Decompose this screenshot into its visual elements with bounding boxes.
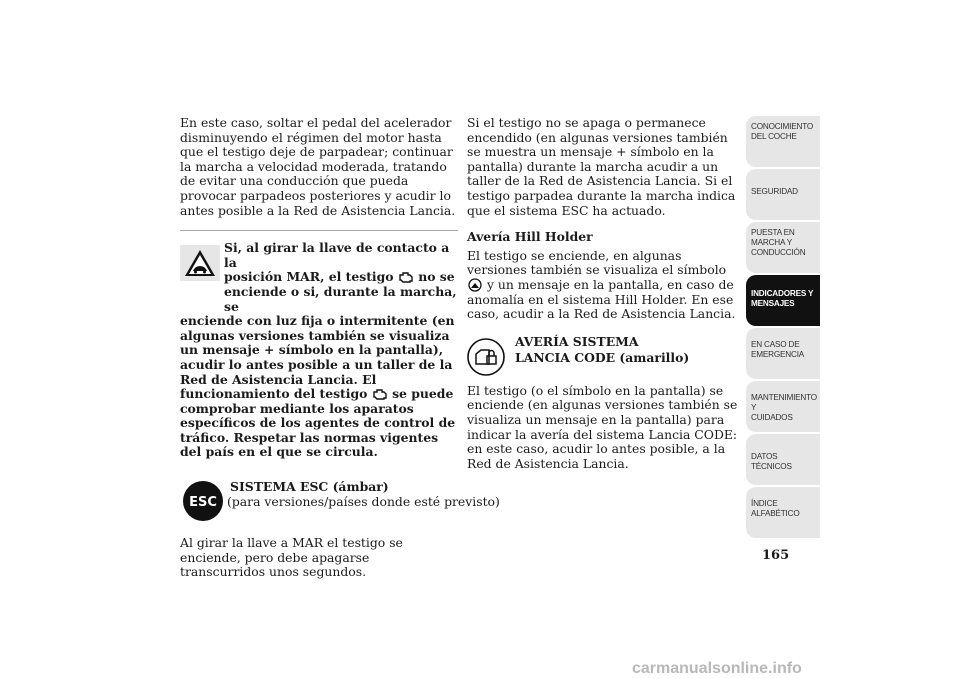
tab-mantenimiento[interactable] (746, 381, 820, 432)
tab-label: INDICADORES Y (751, 289, 814, 298)
paragraph-intro: En este caso, soltar el pedal del acelerador disminuyendo el régimen del motor hasta que el testigo deje de parpadear; continuar la marcha a velocidad moderada, tratando de evitar una conducción que pueda provocar parpadeos posteriores y acudir lo antes posible a la Red de Asistencia Lancia. (180, 115, 456, 218)
right-column (467, 116, 739, 471)
lancia-code-title (515, 334, 689, 366)
hill-holder-icon (467, 278, 483, 292)
chapter-tabs (746, 116, 820, 540)
lancia-code-section (467, 334, 739, 378)
warning-line-3: enciende o si, durante la marcha, se (224, 283, 457, 314)
warning-line-2 (180, 270, 458, 285)
hill-holder-text (467, 249, 739, 322)
paragraph-lancia-code: El testigo (o el símbolo en la pantalla) se enciende (en algunas versiones también se visualiza un mensaje en la pantalla) para indicar la avería del sistema Lancia CODE: en este caso, acudir lo antes posible, a la Red de Asistencia Lancia. (467, 382, 738, 471)
tab-label: SEGURIDAD (751, 187, 798, 196)
tab-indicadores[interactable] (746, 275, 820, 326)
warning-line-2a: posición MAR, el testigo (224, 269, 394, 285)
tab-label: MENSAJES (751, 299, 795, 308)
paragraph-esc-continued: Si el testigo no se apaga o permanece encendido (en algunas versiones también se muestra un mensaje + símbolo en la pantalla) durante la marcha acudir a un taller de la Red de Asistencia Lancia. Si el testigo parpadea durante la marcha indica que el sistema ESC ha actuado. (467, 115, 736, 218)
tab-label: EMERGENCIA (751, 350, 805, 359)
warning-rest (180, 314, 458, 460)
esc-title: SISTEMA ESC (ámbar) (230, 479, 389, 495)
tab-datos-tecnicos[interactable] (746, 434, 820, 485)
hill-holder-text-b: y un mensaje en la pantalla, en caso de anomalía en el sistema Hill Holder. En ese caso, acudir a la Red de Asistencia Lancia. (467, 276, 736, 322)
tab-label: MANTENIMIENTO Y (751, 393, 817, 412)
watermark: carmanualsonline.info (632, 660, 802, 677)
tab-label: PUESTA EN (751, 228, 795, 237)
tab-label: DATOS TÉCNICOS (751, 452, 792, 471)
warning-line-2b: no se (418, 269, 455, 285)
esc-subtitle: (para versiones/países donde esté previsto) (227, 494, 500, 510)
lancia-code-icon (467, 338, 505, 376)
lancia-code-title-2: LANCIA CODE (amarillo) (515, 349, 690, 365)
esc-icon (182, 480, 224, 522)
tab-label: ALFABÉTICO (751, 509, 800, 518)
tab-seguridad[interactable] (746, 169, 820, 220)
esc-section (180, 479, 500, 524)
lancia-code-title-1: AVERÍA SISTEMA (515, 333, 639, 349)
tab-label: CONDUCCIÓN (751, 248, 806, 257)
tab-label: EN CASO DE (751, 340, 800, 349)
warning-line-1: Si, al girar la llave de contacto a la (224, 240, 450, 270)
tab-puesta-en-marcha[interactable] (746, 222, 820, 273)
tab-emergencia[interactable] (746, 328, 820, 379)
esc-icon-text: ESC (189, 495, 217, 511)
engine-check-icon (398, 270, 414, 284)
tab-label: CUIDADOS (751, 413, 793, 422)
warning-rest-a: enciende con luz fija o intermitente (en algunas versiones también se visualiza un mensaje + símbolo en la pantalla), acudir lo antes posible a un taller de la Red de Asistencia Lancia. El funcionamiento del testigo (180, 313, 455, 402)
tab-indice[interactable] (746, 487, 820, 538)
page-number: 165 (762, 548, 790, 563)
tab-label: CONOCIMIENTO (751, 122, 814, 131)
hill-holder-heading: Avería Hill Holder (467, 229, 593, 245)
paragraph-esc: Al girar la llave a MAR el testigo se enciende, pero debe apagarse transcurridos unos segundos. (180, 535, 403, 580)
tab-conocimiento[interactable] (746, 116, 820, 167)
separator-rule (180, 230, 458, 231)
tab-label: ÍNDICE (751, 499, 778, 508)
engine-check-icon (372, 387, 388, 401)
left-column (180, 115, 500, 580)
tab-label: MARCHA Y (751, 238, 793, 247)
hill-holder-text-a: El testigo se enciende, en algunas versiones también se visualiza el símbolo (467, 247, 727, 278)
warning-rest-b: se puede comprobar mediante los aparatos específicos de los agentes de control de tráfico. Respetar las normas vigentes del país en el que se circula. (180, 386, 456, 460)
warning-block (180, 241, 458, 460)
tab-label: DEL COCHE (751, 132, 797, 141)
warning-triangle-icon (180, 245, 220, 281)
